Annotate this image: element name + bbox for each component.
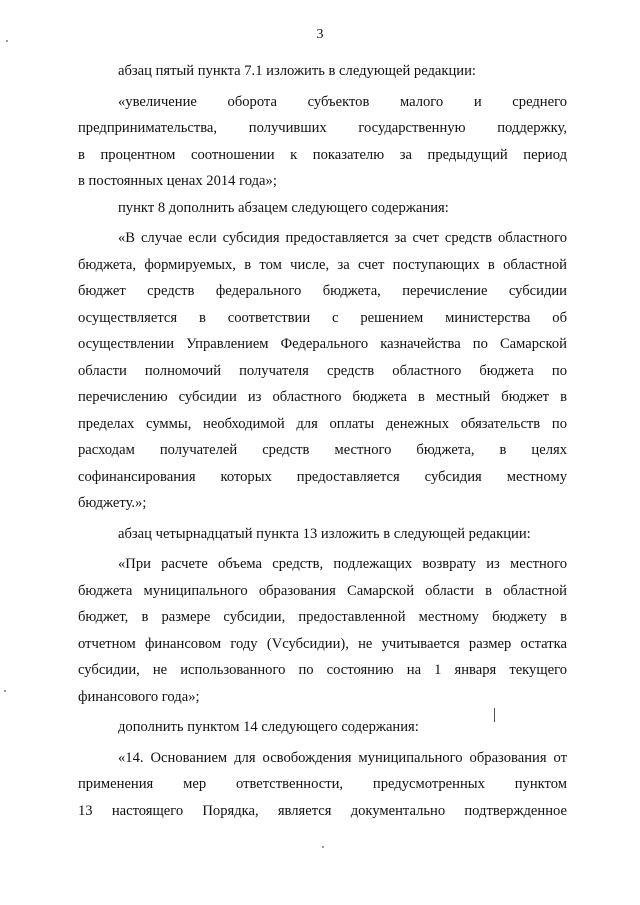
text-line: бюджету.»; <box>78 495 147 511</box>
text-line: «увеличение оборота субъектов малого и среднего <box>118 93 567 110</box>
text-line: перечислению субсидии из областного бюджета в местный бюджет в <box>78 389 567 405</box>
scan-dot <box>4 690 6 692</box>
text-line: «14. Основанием для освобождения муниципального образования от <box>118 749 567 766</box>
paragraph-quote-subsidy-transfer <box>78 225 567 517</box>
paragraph-amend-13-intro <box>78 521 567 548</box>
text-line: софинансирования которых предоставляется субсидия местному <box>78 468 567 485</box>
text-line: «В случае если субсидия предоставляется за счет средств областного <box>118 230 567 246</box>
text-line: пределах суммы, необходимой для оплаты денежных обязательств по <box>78 415 567 432</box>
text-line: осуществляется в соответствии с решением министерства об <box>78 309 567 326</box>
text-line: финансового года»; <box>78 688 200 705</box>
text-line: расходам получателей средств местного бюджета, в целях <box>78 442 567 458</box>
text-line: области полномочий получателя средств областного бюджета по <box>78 362 567 379</box>
text-line: в процентном соотношении к показателю за предыдущий период <box>78 146 567 163</box>
text-line: субсидии, не использованного по состоянию на 1 января текущего <box>78 662 567 678</box>
text-line: абзац пятый пункта 7.1 изложить в следующей редакции: <box>118 63 476 79</box>
text-line: осуществлении Управлением Федерального казначейства по Самарской <box>78 336 567 352</box>
text-line: бюджета муниципального образования Самарской области в областной <box>78 582 567 599</box>
text-line: «При расчете объема средств, подлежащих возврату из местного <box>118 556 567 572</box>
paragraph-amend-8-intro <box>78 195 567 222</box>
text-line: отчетном финансовом году (Vсубсидии), не учитывается размер остатка <box>78 635 567 652</box>
paragraph-quote-refund-calculation <box>78 551 567 710</box>
text-line: дополнить пунктом 14 следующего содержания: <box>118 719 419 735</box>
text-line: 13 настоящего Порядка, является документально подтвержденное <box>78 802 567 819</box>
text-line: бюджет средств федерального бюджета, перечисление субсидии <box>78 283 567 299</box>
text-line: пункт 8 дополнить абзацем следующего содержания: <box>118 199 449 216</box>
paragraph-amend-7-1-intro <box>78 58 567 85</box>
paragraph-quote-item-14 <box>78 745 567 825</box>
scan-dot <box>6 40 8 42</box>
text-line: предпринимательства, получивших государственную поддержку, <box>78 120 567 136</box>
scan-dot <box>322 846 324 848</box>
page-number: 3 <box>316 27 324 42</box>
text-line: применения мер ответственности, предусмотренных пунктом <box>78 776 567 792</box>
text-line: абзац четырнадцатый пункта 13 изложить в следующей редакции: <box>118 525 531 542</box>
text-line: бюджет, в размере субсидии, предоставленной местному бюджету в <box>78 609 567 625</box>
scan-mark <box>494 708 495 722</box>
paragraph-quote-turnover <box>78 89 567 195</box>
text-line: бюджета, формируемых, в том числе, за счет поступающих в областной <box>78 256 567 273</box>
text-line: в постоянных ценах 2014 года»; <box>78 173 277 189</box>
